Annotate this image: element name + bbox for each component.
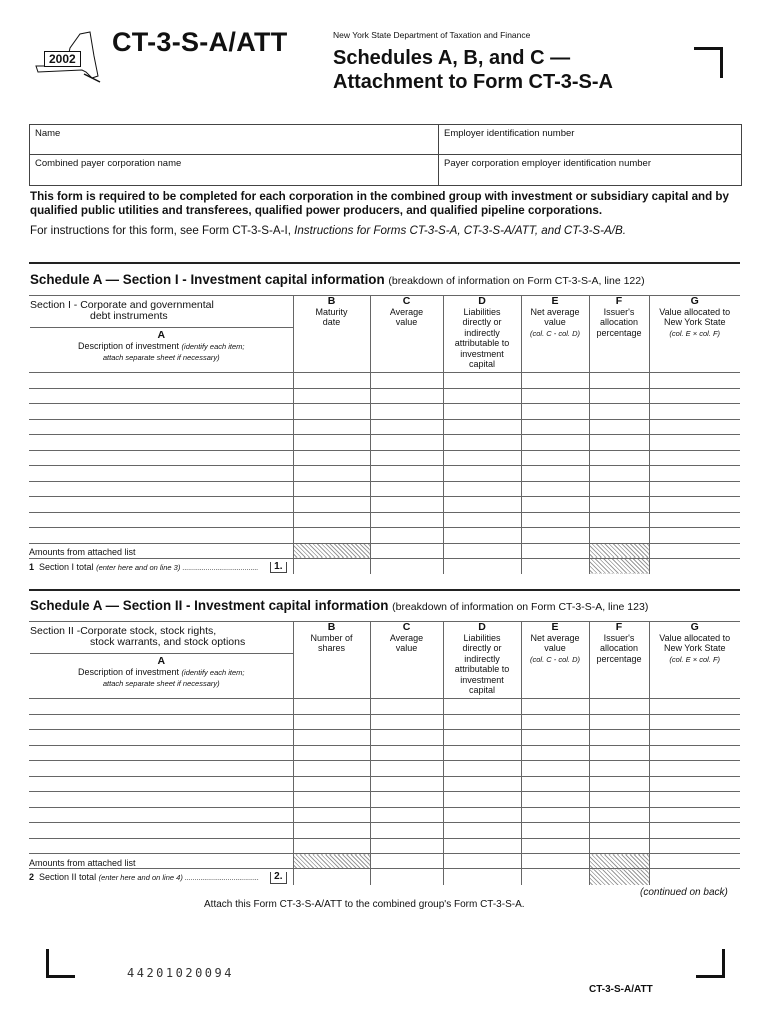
section1-label2: debt instruments — [90, 309, 168, 322]
col-f-label: Issuer's allocation percentage — [596, 632, 642, 664]
section2-entry-row — [29, 838, 740, 854]
section2-cell-g[interactable] — [649, 838, 740, 854]
section1-cell-a[interactable] — [29, 528, 293, 544]
col-g-label: Value allocated to New York State — [659, 306, 731, 327]
section2-entry-row — [29, 807, 740, 823]
section2-cell-g[interactable] — [649, 730, 740, 746]
section2-title-text: Schedule A — Section II - Investment capital information — [30, 598, 389, 613]
corner-mark-top-right — [694, 47, 723, 78]
section1-cell-g[interactable] — [649, 528, 740, 544]
section1-cell-e[interactable] — [521, 512, 589, 528]
section2-entry-row — [29, 792, 740, 808]
section2-total-hatched-f — [589, 869, 649, 885]
section1-cell-b[interactable] — [293, 497, 370, 513]
section1-table — [29, 295, 740, 574]
section1-cell-f[interactable] — [589, 481, 649, 497]
section1-amounts-c[interactable] — [370, 543, 443, 558]
name-field[interactable] — [30, 125, 439, 155]
section1-cell-b[interactable] — [293, 435, 370, 451]
section2-cell-b[interactable] — [293, 714, 370, 730]
section2-title — [30, 598, 648, 613]
section1-cell-a[interactable] — [29, 512, 293, 528]
section1-cell-c[interactable] — [370, 466, 443, 482]
section1-cell-d[interactable] — [443, 497, 521, 513]
section1-cell-f[interactable] — [589, 497, 649, 513]
section2-total-num: 2 — [29, 872, 35, 882]
footer-form-number: CT-3-S-A/ATT — [589, 984, 653, 995]
col-e-label: Net average value — [530, 306, 580, 327]
section2-cell-d[interactable] — [443, 823, 521, 839]
section2-amounts-e[interactable] — [521, 854, 589, 869]
combined-payer-label: Combined payer corporation name — [35, 158, 182, 169]
section1-cell-b[interactable] — [293, 466, 370, 482]
col-d-letter: D — [478, 621, 486, 633]
section1-cell-a[interactable] — [29, 497, 293, 513]
section2-cell-d[interactable] — [443, 776, 521, 792]
section2-cell-g[interactable] — [649, 823, 740, 839]
section2-cell-a[interactable] — [29, 807, 293, 823]
col-a-note2: attach separate sheet if necessary) — [102, 353, 220, 362]
section2-cell-a[interactable] — [29, 792, 293, 808]
section1-cell-f[interactable] — [589, 466, 649, 482]
section2-cell-a[interactable] — [29, 730, 293, 746]
section1-cell-a[interactable] — [29, 388, 293, 404]
section1-cell-c[interactable] — [370, 404, 443, 420]
section2-cell-b[interactable] — [293, 730, 370, 746]
section1-cell-d[interactable] — [443, 373, 521, 389]
section2-cell-d[interactable] — [443, 761, 521, 777]
section1-cell-f[interactable] — [589, 512, 649, 528]
section2-cell-f[interactable] — [589, 730, 649, 746]
section1-label: Section I - Corporate and governmental — [30, 299, 214, 311]
col-c-label: Average value — [389, 306, 424, 327]
section2-cell-c[interactable] — [370, 699, 443, 715]
col-g-note: (col. E × col. F) — [669, 654, 721, 664]
form-title-line2: Attachment to Form CT-3-S-A — [333, 71, 613, 93]
section1-cell-g[interactable] — [649, 404, 740, 420]
section2-cell-a[interactable] — [29, 838, 293, 854]
col-e-letter: E — [551, 295, 559, 307]
section2-total-e[interactable] — [521, 869, 589, 885]
section2-col-e-header — [521, 622, 589, 699]
section2-hatched-f — [589, 854, 649, 869]
section1-cell-b[interactable] — [293, 419, 370, 435]
section2-amounts-c[interactable] — [370, 854, 443, 869]
section2-cell-b[interactable] — [293, 807, 370, 823]
section1-col-a-header — [29, 296, 293, 373]
section2-cell-c[interactable] — [370, 776, 443, 792]
section1-cell-a[interactable] — [29, 450, 293, 466]
section1-cell-f[interactable] — [589, 373, 649, 389]
section2-cell-f[interactable] — [589, 745, 649, 761]
section1-cell-c[interactable] — [370, 373, 443, 389]
section2-label: Section II -Corporate stock, stock rights, — [30, 625, 217, 637]
payer-ein-label: Payer corporation employer identification number — [444, 158, 651, 169]
section1-hatched-b — [293, 543, 370, 558]
section2-cell-c[interactable] — [370, 792, 443, 808]
section1-cell-c[interactable] — [370, 497, 443, 513]
section1-total-dots: ....................................... — [180, 564, 259, 572]
section1-title-text: Schedule A — Section I - Investment capital information — [30, 272, 385, 287]
section2-cell-a[interactable] — [29, 823, 293, 839]
section2-entry-row — [29, 730, 740, 746]
section1-cell-f[interactable] — [589, 388, 649, 404]
section2-entry-row — [29, 776, 740, 792]
section1-total-g[interactable] — [649, 558, 740, 574]
col-f-label: Issuer's allocation percentage — [596, 306, 642, 338]
section2-amounts-d[interactable] — [443, 854, 521, 869]
section2-amounts-g[interactable] — [649, 854, 740, 869]
section1-cell-b[interactable] — [293, 373, 370, 389]
section2-cell-c[interactable] — [370, 761, 443, 777]
section2-table — [29, 621, 740, 885]
section2-cell-c[interactable] — [370, 838, 443, 854]
section1-cell-d[interactable] — [443, 419, 521, 435]
section1-col-g-header — [649, 296, 740, 373]
section1-total-c[interactable] — [370, 558, 443, 574]
section1-cell-g[interactable] — [649, 373, 740, 389]
section2-subtitle: (breakdown of information on Form CT-3-S-A, line 123) — [392, 601, 649, 613]
section1-cell-d[interactable] — [443, 404, 521, 420]
section2-cell-f[interactable] — [589, 807, 649, 823]
section1-cell-g[interactable] — [649, 481, 740, 497]
col-e-note: (col. C - col. D) — [529, 654, 580, 664]
col-g-letter: G — [690, 295, 699, 307]
section2-cell-d[interactable] — [443, 838, 521, 854]
section2-cell-a[interactable] — [29, 699, 293, 715]
section1-entry-row — [29, 435, 740, 451]
section1-total-label: Section I total — [39, 561, 94, 572]
form-title — [333, 46, 613, 94]
col-a-note2: attach separate sheet if necessary) — [102, 679, 220, 688]
section1-hatched-f — [589, 543, 649, 558]
section1-cell-e[interactable] — [521, 404, 589, 420]
payer-ein-field[interactable] — [439, 155, 741, 185]
section2-cell-e[interactable] — [521, 838, 589, 854]
col-d-letter: D — [478, 295, 486, 307]
section1-col-d-header — [443, 296, 521, 373]
section2-cell-g[interactable] — [649, 699, 740, 715]
section2-cell-b[interactable] — [293, 699, 370, 715]
section2-cell-g[interactable] — [649, 761, 740, 777]
section2-cell-f[interactable] — [589, 823, 649, 839]
intro-instructions — [30, 224, 746, 238]
col-b-label: Number of shares — [310, 632, 353, 653]
section2-entry-row — [29, 761, 740, 777]
col-e-note: (col. C - col. D) — [529, 328, 580, 338]
col-c-letter: C — [402, 621, 411, 633]
section1-cell-c[interactable] — [370, 528, 443, 544]
section2-rule — [29, 589, 740, 591]
section2-cell-d[interactable] — [443, 807, 521, 823]
section1-cell-b[interactable] — [293, 450, 370, 466]
section2-cell-b[interactable] — [293, 838, 370, 854]
section2-cell-a[interactable] — [29, 776, 293, 792]
section2-col-d-header — [443, 622, 521, 699]
section1-cell-d[interactable] — [443, 388, 521, 404]
section1-cell-e[interactable] — [521, 419, 589, 435]
section1-total-num: 1 — [29, 561, 35, 572]
section1-cell-e[interactable] — [521, 481, 589, 497]
section2-total-dots: ...................................... — [182, 875, 259, 882]
section2-cell-e[interactable] — [521, 807, 589, 823]
section2-total-d[interactable] — [443, 869, 521, 885]
section2-cell-c[interactable] — [370, 745, 443, 761]
section1-cell-f[interactable] — [589, 404, 649, 420]
ein-label: Employer identification number — [444, 128, 575, 139]
section2-cell-d[interactable] — [443, 714, 521, 730]
section1-cell-c[interactable] — [370, 450, 443, 466]
section2-cell-c[interactable] — [370, 714, 443, 730]
section2-cell-a[interactable] — [29, 761, 293, 777]
section1-total-row — [29, 558, 740, 574]
section1-amounts-e[interactable] — [521, 543, 589, 558]
section2-amounts-label: Amounts from attached list — [29, 857, 136, 868]
form-number: CT-3-S-A/ATT — [112, 27, 288, 57]
section2-cell-f[interactable] — [589, 838, 649, 854]
section1-entry-row — [29, 481, 740, 497]
section1-col-f-header — [589, 296, 649, 373]
name-label: Name — [35, 128, 61, 139]
section2-cell-a[interactable] — [29, 745, 293, 761]
col-a-desc: Description of investment — [77, 340, 180, 351]
section1-cell-b[interactable] — [293, 512, 370, 528]
col-a-letter: A — [157, 655, 166, 667]
section2-hatched-b — [293, 854, 370, 869]
section1-subtitle: (breakdown of information on Form CT-3-S-A, line 122) — [388, 275, 645, 287]
section1-cell-c[interactable] — [370, 512, 443, 528]
ein-field[interactable] — [439, 125, 741, 155]
section1-entry-row — [29, 388, 740, 404]
section2-cell-d[interactable] — [443, 792, 521, 808]
form-barcode-number: 44201020094 — [127, 966, 234, 980]
section2-cell-f[interactable] — [589, 714, 649, 730]
section1-cell-f[interactable] — [589, 450, 649, 466]
section2-total-c[interactable] — [370, 869, 443, 885]
section2-cell-f[interactable] — [589, 699, 649, 715]
col-d-label: Liabilities directly or indirectly attributable to investment capital — [454, 306, 510, 369]
col-d-label: Liabilities directly or indirectly attributable to investment capital — [454, 632, 510, 695]
combined-payer-name-field[interactable] — [30, 155, 439, 185]
section2-cell-e[interactable] — [521, 699, 589, 715]
section2-cell-b[interactable] — [293, 823, 370, 839]
col-f-letter: F — [615, 295, 623, 307]
section2-cell-e[interactable] — [521, 714, 589, 730]
section1-col-b-header — [293, 296, 370, 373]
section2-total-box: 2. — [270, 872, 286, 884]
section2-cell-e[interactable] — [521, 761, 589, 777]
col-e-letter: E — [551, 621, 559, 633]
section1-entry-row — [29, 373, 740, 389]
section1-amounts-d[interactable] — [443, 543, 521, 558]
section1-amounts-g[interactable] — [649, 543, 740, 558]
section2-col-g-header — [649, 622, 740, 699]
section1-cell-g[interactable] — [649, 512, 740, 528]
section2-cell-c[interactable] — [370, 730, 443, 746]
section2-col-b-header — [293, 622, 370, 699]
section2-cell-f[interactable] — [589, 776, 649, 792]
col-g-label: Value allocated to New York State — [659, 632, 731, 653]
col-c-label: Average value — [389, 632, 424, 653]
department-name: New York State Department of Taxation and Finance — [333, 30, 531, 40]
section2-cell-e[interactable] — [521, 792, 589, 808]
corner-mark-bottom-left — [46, 949, 75, 978]
section1-cell-a[interactable] — [29, 481, 293, 497]
section2-cell-g[interactable] — [649, 745, 740, 761]
col-b-label: Maturity date — [315, 306, 348, 327]
section2-cell-a[interactable] — [29, 714, 293, 730]
section1-cell-d[interactable] — [443, 466, 521, 482]
section2-col-c-header — [370, 622, 443, 699]
col-f-letter: F — [615, 621, 623, 633]
section2-entry-row — [29, 714, 740, 730]
col-a-desc: Description of investment — [77, 666, 180, 677]
section1-entry-row — [29, 450, 740, 466]
section1-title — [30, 272, 645, 287]
section1-cell-a[interactable] — [29, 466, 293, 482]
section2-col-f-header — [589, 622, 649, 699]
section1-entry-row — [29, 404, 740, 420]
section2-total-note: (enter here and on line 4) — [98, 873, 183, 882]
section1-cell-c[interactable] — [370, 419, 443, 435]
section2-cell-d[interactable] — [443, 730, 521, 746]
col-c-letter: C — [402, 295, 411, 307]
section1-cell-g[interactable] — [649, 466, 740, 482]
section1-total-box: 1. — [270, 562, 286, 574]
section2-cell-b[interactable] — [293, 745, 370, 761]
identification-box — [29, 124, 742, 186]
section1-cell-d[interactable] — [443, 435, 521, 451]
section1-col-e-header — [521, 296, 589, 373]
section2-cell-c[interactable] — [370, 823, 443, 839]
tax-year: 2002 — [44, 51, 81, 67]
form-title-line1: Schedules A, B, and C — — [333, 47, 571, 69]
section1-cell-c[interactable] — [370, 481, 443, 497]
section2-cell-g[interactable] — [649, 776, 740, 792]
section2-entry-row — [29, 745, 740, 761]
attach-note: Attach this Form CT-3-S-A/ATT to the combined group's Form CT-3-S-A. — [204, 899, 525, 910]
instructions-prefix: For instructions for this form, see Form CT-3-S-A-I, — [30, 224, 295, 237]
section1-cell-e[interactable] — [521, 450, 589, 466]
section1-cell-g[interactable] — [649, 450, 740, 466]
section1-cell-a[interactable] — [29, 373, 293, 389]
section2-total-g[interactable] — [649, 869, 740, 885]
section2-cell-b[interactable] — [293, 776, 370, 792]
section2-total-label: Section II total — [39, 872, 97, 882]
col-e-label: Net average value — [530, 632, 580, 653]
col-g-note: (col. E × col. F) — [669, 328, 721, 338]
section1-cell-f[interactable] — [589, 435, 649, 451]
section1-cell-e[interactable] — [521, 388, 589, 404]
section1-cell-b[interactable] — [293, 404, 370, 420]
section1-amounts-label: Amounts from attached list — [29, 547, 136, 557]
col-a-note: (identify each item; — [181, 341, 245, 351]
section2-entry-row — [29, 699, 740, 715]
section2-cell-d[interactable] — [443, 699, 521, 715]
section1-cell-c[interactable] — [370, 435, 443, 451]
section1-cell-g[interactable] — [649, 497, 740, 513]
section2-amounts-row — [29, 854, 740, 869]
continued-note: (continued on back) — [640, 887, 728, 898]
section1-cell-e[interactable] — [521, 373, 589, 389]
col-g-letter: G — [690, 621, 699, 633]
section1-cell-a[interactable] — [29, 419, 293, 435]
section2-cell-e[interactable] — [521, 730, 589, 746]
section1-cell-a[interactable] — [29, 404, 293, 420]
section1-entry-row — [29, 512, 740, 528]
section1-entry-row — [29, 466, 740, 482]
section1-cell-d[interactable] — [443, 512, 521, 528]
section1-cell-c[interactable] — [370, 388, 443, 404]
corner-mark-bottom-right — [696, 949, 725, 978]
section2-total-row — [29, 869, 740, 885]
section1-col-c-header — [370, 296, 443, 373]
section1-total-hatched-f — [589, 558, 649, 574]
section1-total-e[interactable] — [521, 558, 589, 574]
section1-cell-d[interactable] — [443, 450, 521, 466]
section1-cell-e[interactable] — [521, 528, 589, 544]
section2-cell-b[interactable] — [293, 761, 370, 777]
section1-cell-b[interactable] — [293, 388, 370, 404]
col-a-letter: A — [157, 329, 166, 341]
section2-cell-g[interactable] — [649, 714, 740, 730]
section2-entry-row — [29, 823, 740, 839]
section1-cell-d[interactable] — [443, 481, 521, 497]
intro-requirement: This form is required to be completed for each corporation in the combined group with investment or subsidiary capital and by qualified public utilities and transferees, qualified power producers, and qualified pipeline corporations. — [30, 190, 729, 217]
section1-cell-e[interactable] — [521, 435, 589, 451]
col-a-note: (identify each item; — [181, 667, 245, 677]
col-b-letter: B — [327, 295, 336, 307]
section1-cell-b[interactable] — [293, 528, 370, 544]
section2-cell-e[interactable] — [521, 823, 589, 839]
section1-cell-e[interactable] — [521, 497, 589, 513]
section1-cell-f[interactable] — [589, 528, 649, 544]
section1-cell-g[interactable] — [649, 435, 740, 451]
section2-cell-c[interactable] — [370, 807, 443, 823]
section1-cell-g[interactable] — [649, 419, 740, 435]
section2-cell-g[interactable] — [649, 792, 740, 808]
section2-col-a-header — [29, 622, 293, 699]
section1-cell-b[interactable] — [293, 481, 370, 497]
section1-entry-row — [29, 419, 740, 435]
section1-cell-d[interactable] — [443, 528, 521, 544]
section1-cell-g[interactable] — [649, 388, 740, 404]
section1-total-note: (enter here and on line 3) — [96, 562, 181, 572]
section1-total-d[interactable] — [443, 558, 521, 574]
section1-rule — [29, 262, 740, 264]
col-b-letter: B — [327, 621, 336, 633]
section1-cell-e[interactable] — [521, 466, 589, 482]
section2-cell-g[interactable] — [649, 807, 740, 823]
section2-cell-e[interactable] — [521, 776, 589, 792]
section2-cell-e[interactable] — [521, 745, 589, 761]
section2-label2: stock warrants, and stock options — [90, 635, 246, 648]
section1-entry-row — [29, 497, 740, 513]
section1-cell-a[interactable] — [29, 435, 293, 451]
intro-text — [30, 190, 746, 238]
section2-cell-f[interactable] — [589, 761, 649, 777]
section1-cell-f[interactable] — [589, 419, 649, 435]
section2-cell-f[interactable] — [589, 792, 649, 808]
section1-entry-row — [29, 528, 740, 544]
instructions-title: Instructions for Forms CT-3-S-A, CT-3-S-A/ATT, and CT-3-S-A/B. — [294, 224, 626, 237]
section1-amounts-row — [29, 543, 740, 558]
section2-cell-d[interactable] — [443, 745, 521, 761]
section2-cell-b[interactable] — [293, 792, 370, 808]
